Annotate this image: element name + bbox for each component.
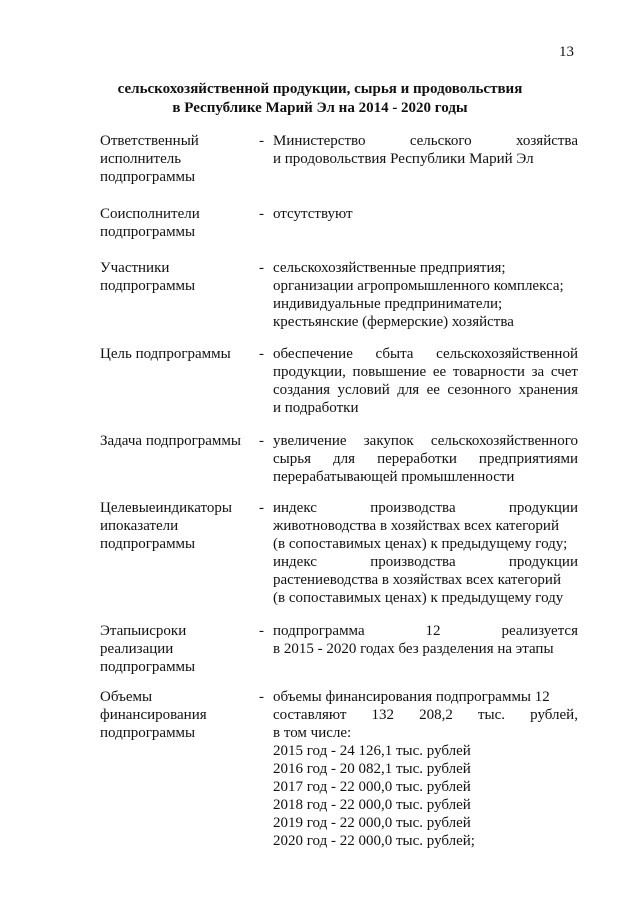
- value-line: [273, 363, 578, 381]
- row-dash: -: [259, 206, 264, 222]
- word: переработки: [377, 451, 457, 467]
- word: счет: [550, 364, 578, 380]
- word: продукции: [508, 500, 578, 516]
- word: хранения: [518, 382, 578, 398]
- value-line: перерабатывающей промышленности: [273, 469, 515, 485]
- word: и: [141, 623, 150, 639]
- row-label: [100, 622, 252, 676]
- label-line: реализации: [100, 641, 174, 657]
- word: закупок: [363, 433, 414, 449]
- label-line: подпрограммы: [100, 224, 196, 240]
- word: индикаторы: [155, 500, 232, 516]
- word: составляют: [273, 707, 347, 723]
- label-line: [100, 622, 252, 640]
- row-value: [273, 622, 578, 658]
- value-line: [273, 432, 578, 450]
- word: сельского: [409, 133, 472, 149]
- word: ее: [432, 364, 447, 380]
- row-label: [100, 132, 252, 186]
- value-line: [273, 381, 578, 399]
- row-label: [100, 345, 252, 363]
- value-line: [273, 450, 578, 468]
- funding-year-line: 2015 год - 24 126,1 тыс. рублей: [273, 743, 471, 759]
- word: индекс: [273, 500, 317, 516]
- funding-year-line: 2020 год - 22 000,0 тыс. рублей;: [273, 833, 475, 849]
- value-line: организации агропромышленного комплекса;: [273, 278, 564, 294]
- word: Министерство: [273, 133, 366, 149]
- word: 12: [425, 623, 441, 639]
- word: сырья: [273, 451, 311, 467]
- word: производства: [370, 500, 456, 516]
- value-line: животноводства в хозяйствах всех категорий: [273, 518, 559, 534]
- row-dash: -: [259, 623, 264, 639]
- row-label: [100, 688, 252, 742]
- label-line: Участники: [100, 260, 170, 276]
- funding-year-line: 2017 год - 22 000,0 тыс. рублей: [273, 779, 471, 795]
- row-dash: -: [259, 260, 264, 276]
- value-line: (в сопоставимых ценах) к предыдущему году: [273, 590, 564, 606]
- word: товарности: [452, 364, 525, 380]
- value-line: сельскохозяйственные предприятия;: [273, 260, 506, 276]
- word: создания: [273, 382, 331, 398]
- header-line-1: сельскохозяйственной продукции, сырья и продовольствия: [117, 81, 523, 97]
- word: обеспечение: [273, 346, 353, 362]
- value-line: [273, 499, 578, 517]
- row-value: [273, 345, 578, 417]
- value-line: отсутствуют: [273, 206, 353, 222]
- word: повышение: [352, 364, 427, 380]
- word: Этапы: [100, 623, 142, 639]
- label-line: подпрограммы: [100, 659, 196, 675]
- label-line: Ответственный: [100, 133, 199, 149]
- word: сельскохозяйственной: [436, 346, 578, 362]
- row-dash: -: [259, 433, 264, 449]
- word: реализуется: [501, 623, 578, 639]
- label-line: подпрограммы: [100, 278, 196, 294]
- funding-year-line: 2019 год - 22 000,0 тыс. рублей: [273, 815, 471, 831]
- value-line: [273, 706, 578, 724]
- word: для: [333, 451, 356, 467]
- row-value: [273, 688, 578, 850]
- label-line: Задача подпрограммы: [100, 433, 241, 449]
- word: условий: [337, 382, 390, 398]
- word: тыс.: [478, 707, 506, 723]
- row-label: [100, 259, 252, 295]
- value-line: в том числе:: [273, 725, 352, 741]
- word: сроки: [149, 623, 187, 639]
- label-line: подпрограммы: [100, 725, 196, 741]
- value-line: [273, 345, 578, 363]
- value-line: в 2015 - 2020 годах без разделения на этапы: [273, 641, 554, 657]
- value-line: (в сопоставимых ценах) к предыдущему году;: [273, 536, 568, 552]
- value-line: и продовольствия Республики Марий Эл: [273, 151, 534, 167]
- word: 132: [371, 707, 395, 723]
- word: предприятиями: [478, 451, 578, 467]
- row-dash: -: [259, 689, 264, 705]
- word: индекс: [273, 554, 317, 570]
- row-label: [100, 205, 252, 241]
- label-line: [100, 517, 252, 535]
- value-line: растениеводства в хозяйствах всех категорий: [273, 572, 561, 588]
- value-line: [273, 622, 578, 640]
- page-header: [0, 80, 640, 118]
- label-line: финансирования: [100, 707, 207, 723]
- value-line: крестьянские (фермерские) хозяйства: [273, 314, 514, 330]
- label-line: Соисполнители: [100, 206, 200, 222]
- row-dash: -: [259, 346, 264, 362]
- label-line: Цель подпрограммы: [100, 346, 231, 362]
- word: хозяйства: [515, 133, 578, 149]
- value-line: индивидуальные предприниматели;: [273, 296, 503, 312]
- word: продукции: [508, 554, 578, 570]
- word: показатели: [108, 518, 179, 534]
- value-line: [273, 553, 578, 571]
- row-label: [100, 432, 252, 450]
- word: Целевые: [100, 500, 156, 516]
- row-value: [273, 499, 578, 607]
- header-line-2: в Республике Марий Эл на 2014 - 2020 годы: [172, 100, 468, 116]
- word: 208,2: [419, 707, 453, 723]
- row-dash: -: [259, 500, 264, 516]
- label-line: подпрограммы: [100, 169, 196, 185]
- value-line: объемы финансирования подпрограммы 12: [273, 689, 550, 705]
- label-line: подпрограммы: [100, 536, 196, 552]
- row-value: [273, 432, 578, 486]
- word: ее: [426, 382, 440, 398]
- value-line: [273, 132, 578, 150]
- word: сбыта: [375, 346, 414, 362]
- word: увеличение: [273, 433, 347, 449]
- word: для: [397, 382, 420, 398]
- funding-year-line: 2016 год - 20 082,1 тыс. рублей: [273, 761, 471, 777]
- row-dash: -: [259, 133, 264, 149]
- word: продукции,: [273, 364, 346, 380]
- value-line: и подработки: [273, 400, 359, 416]
- label-line: исполнитель: [100, 151, 182, 167]
- word: за: [531, 364, 545, 380]
- word: сезонного: [447, 382, 512, 398]
- word: производства: [370, 554, 456, 570]
- row-label: [100, 499, 252, 553]
- word: и: [100, 518, 109, 534]
- label-line: Объемы: [100, 689, 153, 705]
- word: сельскохозяйственного: [430, 433, 578, 449]
- page-number: 13: [559, 44, 574, 60]
- funding-year-line: 2018 год - 22 000,0 тыс. рублей: [273, 797, 471, 813]
- row-value: [273, 132, 578, 168]
- word: подпрограмма: [273, 623, 365, 639]
- word: рублей,: [530, 707, 578, 723]
- row-value: [273, 205, 578, 223]
- label-line: [100, 499, 252, 517]
- row-value: [273, 259, 578, 331]
